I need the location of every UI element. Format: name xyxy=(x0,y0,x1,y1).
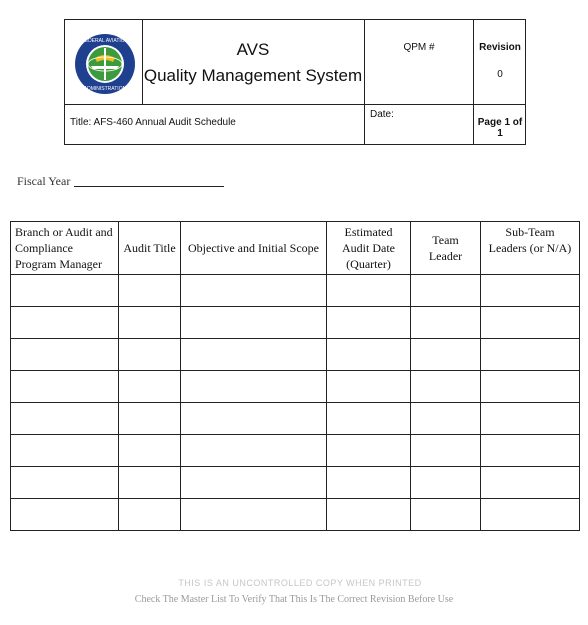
table-row xyxy=(11,499,580,531)
table-cell[interactable] xyxy=(181,307,327,339)
table-cell[interactable] xyxy=(11,403,119,435)
column-header-sub-team-leaders: Sub-Team Leaders (or N/A) xyxy=(481,222,580,275)
page-number: Page 1 of 1 xyxy=(477,117,523,139)
column-header-objective: Objective and Initial Scope xyxy=(181,222,327,275)
table-cell[interactable] xyxy=(411,307,481,339)
fiscal-year-field[interactable] xyxy=(74,186,224,187)
table-row xyxy=(11,403,580,435)
table-cell[interactable] xyxy=(181,339,327,371)
table-cell[interactable] xyxy=(327,339,411,371)
table-cell[interactable] xyxy=(181,499,327,531)
document-title: Title: AFS-460 Annual Audit Schedule xyxy=(70,117,236,128)
table-row xyxy=(11,275,580,307)
table-cell[interactable] xyxy=(411,403,481,435)
faa-logo xyxy=(73,24,137,104)
table-row xyxy=(11,435,580,467)
table-cell[interactable] xyxy=(481,435,580,467)
table-row xyxy=(11,371,580,403)
table-cell[interactable] xyxy=(11,467,119,499)
table-header-row xyxy=(11,222,580,275)
table-cell[interactable] xyxy=(481,275,580,307)
table-cell[interactable] xyxy=(11,307,119,339)
table-cell[interactable] xyxy=(181,275,327,307)
system-name: Quality Management System xyxy=(143,66,363,85)
table-cell[interactable] xyxy=(119,435,181,467)
table-cell[interactable] xyxy=(327,307,411,339)
audit-schedule-table xyxy=(10,221,580,531)
table-cell[interactable] xyxy=(327,403,411,435)
table-cell[interactable] xyxy=(411,339,481,371)
table-cell[interactable] xyxy=(411,435,481,467)
table-cell[interactable] xyxy=(481,499,580,531)
table-cell[interactable] xyxy=(411,499,481,531)
revision-label: Revision xyxy=(479,42,521,53)
table-cell[interactable] xyxy=(181,435,327,467)
table-cell[interactable] xyxy=(119,403,181,435)
table-cell[interactable] xyxy=(181,467,327,499)
fiscal-year-label: Fiscal Year xyxy=(17,174,71,188)
table-row xyxy=(11,339,580,371)
table-cell[interactable] xyxy=(327,467,411,499)
column-header-team-leader: Team Leader xyxy=(411,222,481,275)
table-cell[interactable] xyxy=(327,435,411,467)
table-cell[interactable] xyxy=(411,371,481,403)
table-cell[interactable] xyxy=(181,371,327,403)
footer-faint-text: THIS IS AN UNCONTROLLED COPY WHEN PRINTED xyxy=(178,578,422,588)
revision-value: 0 xyxy=(497,69,503,80)
table-cell[interactable] xyxy=(11,499,119,531)
system-abbreviation: AVS xyxy=(236,40,270,59)
table-cell[interactable] xyxy=(119,467,181,499)
column-header-estimated-date: Estimated Audit Date (Quarter) xyxy=(327,222,411,275)
table-cell[interactable] xyxy=(119,339,181,371)
table-cell[interactable] xyxy=(119,307,181,339)
table-body xyxy=(11,275,580,531)
table-cell[interactable] xyxy=(481,307,580,339)
table-row xyxy=(11,467,580,499)
header-divider xyxy=(65,104,525,105)
table-row xyxy=(11,307,580,339)
table-cell[interactable] xyxy=(481,403,580,435)
table-cell[interactable] xyxy=(481,467,580,499)
table-cell[interactable] xyxy=(11,435,119,467)
table-cell[interactable] xyxy=(119,499,181,531)
table-cell[interactable] xyxy=(11,371,119,403)
document-header xyxy=(64,19,526,145)
column-header-audit-title: Audit Title xyxy=(119,222,181,275)
table-cell[interactable] xyxy=(119,275,181,307)
header-divider xyxy=(364,20,365,145)
table-cell[interactable] xyxy=(11,339,119,371)
table-cell[interactable] xyxy=(11,275,119,307)
footer-notice: Check The Master List To Verify That This Is The Correct Revision Before Use xyxy=(134,594,454,605)
header-divider xyxy=(142,20,143,104)
table-cell[interactable] xyxy=(119,371,181,403)
table-cell[interactable] xyxy=(411,467,481,499)
column-header-branch: Branch or Audit and Compliance Program Manager xyxy=(11,222,119,275)
qpm-label: QPM # xyxy=(403,42,435,53)
table-cell[interactable] xyxy=(327,371,411,403)
table-cell[interactable] xyxy=(481,371,580,403)
table-cell[interactable] xyxy=(481,339,580,371)
table-cell[interactable] xyxy=(181,403,327,435)
svg-text:FEDERAL AVIATION: FEDERAL AVIATION xyxy=(81,38,129,44)
svg-text:ADMINISTRATION: ADMINISTRATION xyxy=(83,86,127,92)
table-cell[interactable] xyxy=(411,275,481,307)
table-cell[interactable] xyxy=(327,275,411,307)
date-label: Date: xyxy=(370,109,394,120)
table-cell[interactable] xyxy=(327,499,411,531)
